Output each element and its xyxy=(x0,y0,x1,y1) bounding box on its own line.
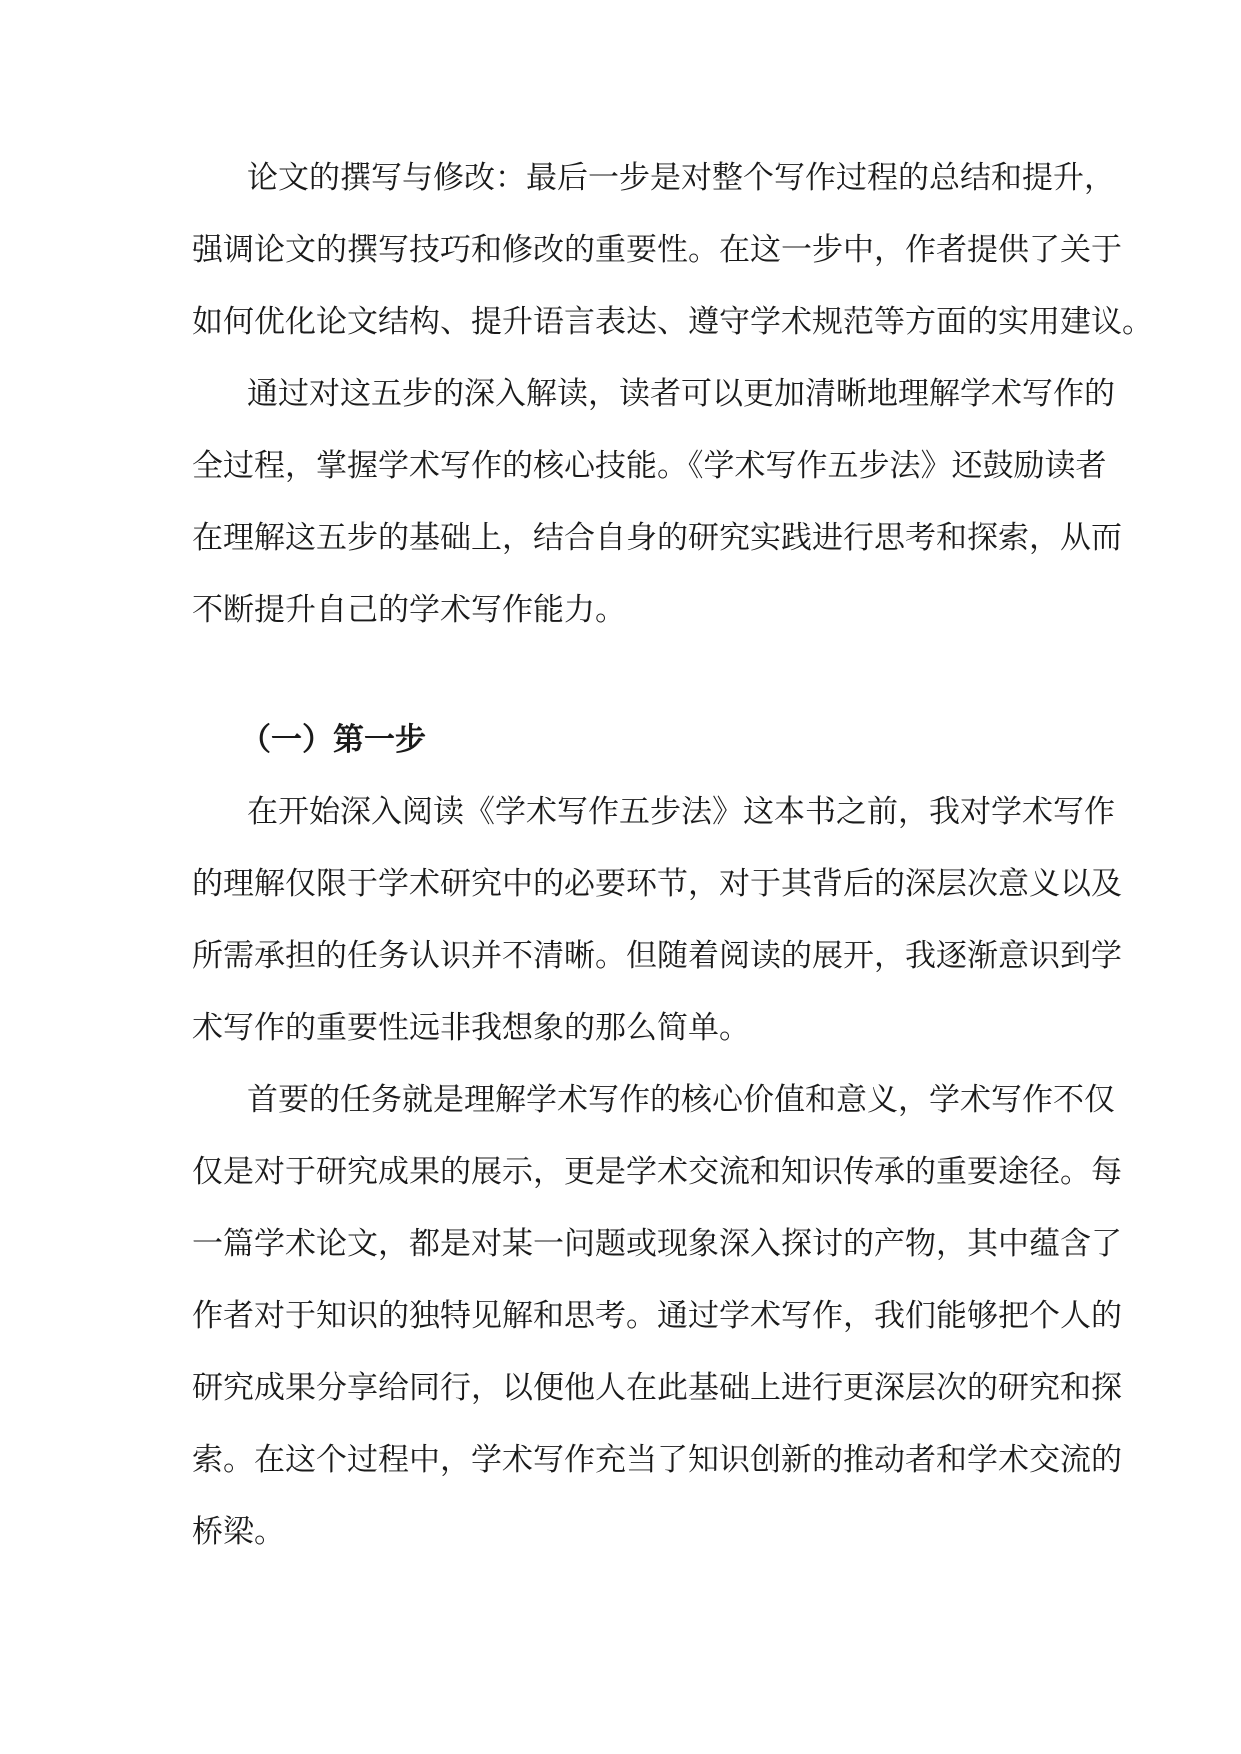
text-line: 强调论文的撰写技巧和修改的重要性。在这一步中，作者提供了关于 xyxy=(192,232,1122,268)
text-line: 研究成果分享给同行，以便他人在此基础上进行更深层次的研究和探 xyxy=(192,1370,1122,1406)
text-line: 全过程，掌握学术写作的核心技能。《学术写作五步法》还鼓励读者 xyxy=(192,448,1107,484)
text-line: 的理解仅限于学术研究中的必要环节，对于其背后的深层次意义以及 xyxy=(192,866,1122,902)
text-line: 一篇学术论文，都是对某一问题或现象深入探讨的产物，其中蕴含了 xyxy=(192,1226,1122,1262)
paragraph-before-reading xyxy=(192,776,1122,1064)
text-line: 术写作的重要性远非我想象的那么简单。 xyxy=(192,1010,750,1046)
text-line: 不断提升自己的学术写作能力。 xyxy=(192,592,626,628)
paragraph-five-steps-summary xyxy=(192,358,1122,646)
text-line: 首要的任务就是理解学术写作的核心价值和意义，学术写作不仅 xyxy=(247,1082,1115,1118)
text-line: 通过对这五步的深入解读，读者可以更加清晰地理解学术写作的 xyxy=(247,376,1115,412)
document-page xyxy=(192,142,1153,1568)
paragraph-writing-revision xyxy=(192,142,1153,358)
text-line: 仅是对于研究成果的展示，更是学术交流和知识传承的重要途径。每 xyxy=(192,1154,1122,1190)
text-line: 在理解这五步的基础上，结合自身的研究实践进行思考和探索，从而 xyxy=(192,520,1122,556)
text-line: 在开始深入阅读《学术写作五步法》这本书之前，我对学术写作 xyxy=(247,794,1115,830)
text-line: 作者对于知识的独特见解和思考。通过学术写作，我们能够把个人的 xyxy=(192,1298,1122,1334)
text-line: 桥梁。 xyxy=(192,1514,285,1550)
section-heading: （一）第一步 xyxy=(240,722,426,758)
section-spacer xyxy=(192,646,1056,704)
text-line: 如何优化论文结构、提升语言表达、遵守学术规范等方面的实用建议。 xyxy=(192,304,1153,340)
text-line: 论文的撰写与修改：最后一步是对整个写作过程的总结和提升， xyxy=(247,160,1115,196)
text-line: 索。在这个过程中，学术写作充当了知识创新的推动者和学术交流的 xyxy=(192,1442,1122,1478)
text-line: 所需承担的任务认识并不清晰。但随着阅读的展开，我逐渐意识到学 xyxy=(192,938,1122,974)
paragraph-core-value xyxy=(192,1064,1122,1568)
